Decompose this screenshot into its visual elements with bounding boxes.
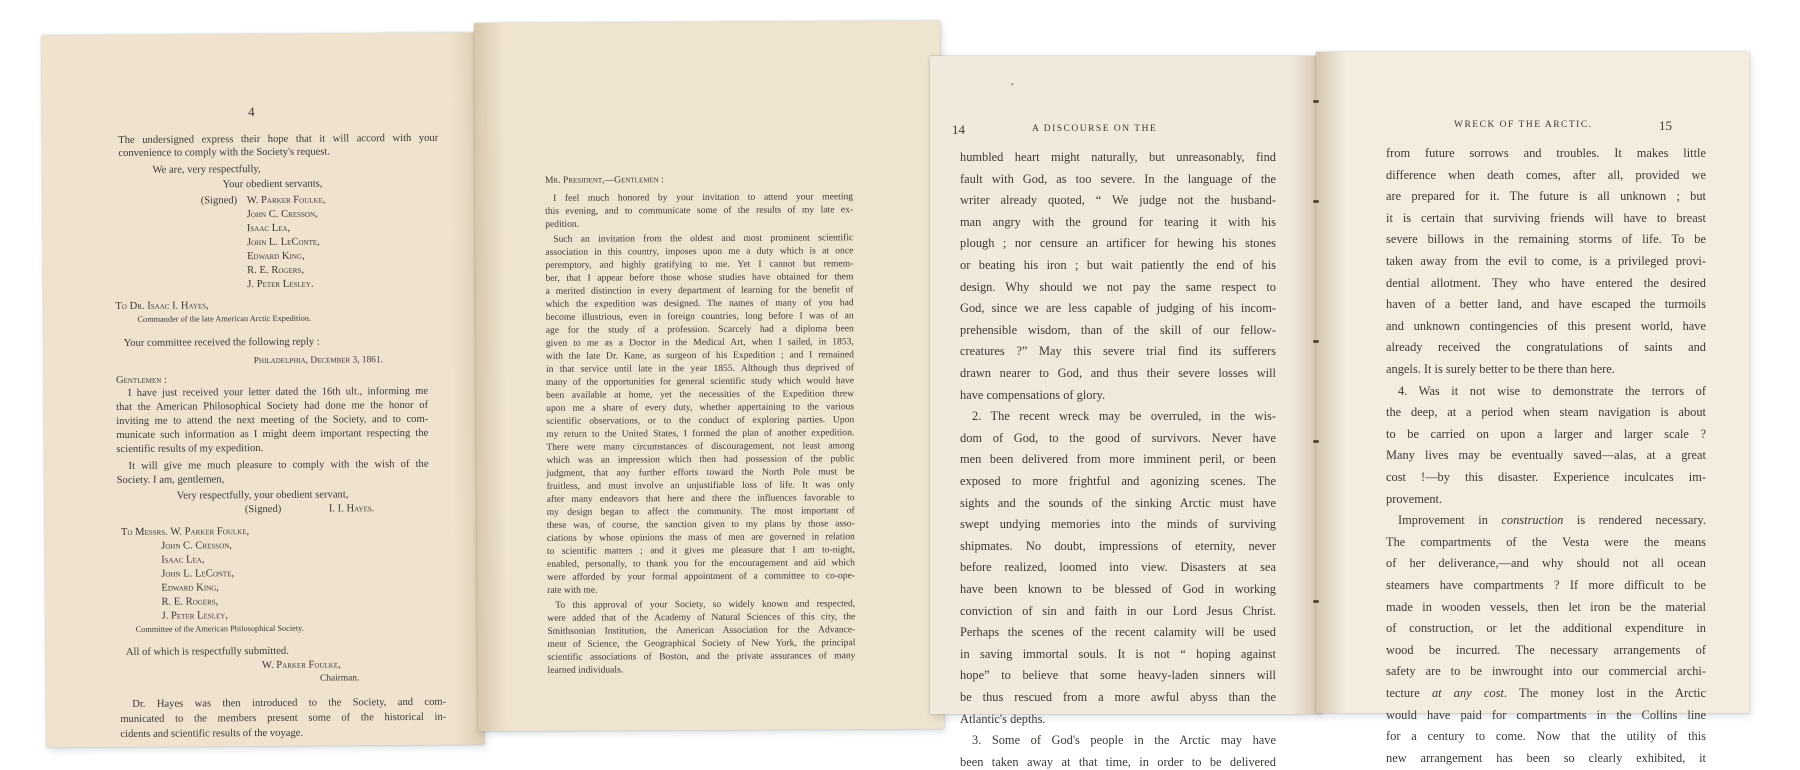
text-line: R. E. Rogers, <box>247 264 304 277</box>
text-line: J. Peter Lesley, <box>161 610 228 622</box>
text-line: my return to the United States, I formed the plan of another expedition. <box>546 427 855 440</box>
text-line: To this approval of your Society, so widely known and respected, <box>555 598 856 611</box>
text-line: these was, of course, the sanction given to my plans by those asso- <box>546 518 855 531</box>
text-line: peremptory, and highly gratifying to me. Yet I cannot but remem- <box>545 258 854 271</box>
text-line: provement. <box>1386 491 1443 506</box>
text-line: Smithsonian Institution, the American Association for the Advance- <box>547 624 856 637</box>
text-line: judgment, that any further efforts toward the North Pole must be <box>546 466 855 479</box>
pamphlet-page-4 <box>42 32 485 747</box>
text-line: Edward King, <box>161 582 219 594</box>
text-line: have been known to be blessed of God in working <box>960 582 1276 596</box>
text-line: R. E. Rogers, <box>161 596 219 608</box>
text-line: We are, very respectfully, <box>152 164 261 176</box>
stitch-hole <box>1313 100 1319 103</box>
text-line: my design began to affect the community. The most important of <box>546 505 855 518</box>
emphasis: at any cost <box>1431 686 1504 700</box>
text-line: already received the congratulations of saints and <box>1386 340 1706 355</box>
text-line: pedition. <box>545 218 580 230</box>
text-line: Perhaps the scenes of the recent calamity will be used <box>960 625 1276 640</box>
text-line: men been delivered from more imminent peril, or been <box>960 452 1276 467</box>
text-line: municate such information as I might deem important respecting the <box>116 427 429 442</box>
text-line: association in this country, imposes upon me a duty which is at once <box>545 245 854 258</box>
text-line: scientific associations of Boston, and the private assurances of many <box>547 650 856 663</box>
text-line: creatures ?” May this severe trial find its sufferers <box>960 344 1276 359</box>
text-line: John L. LeConte, <box>246 236 320 249</box>
text-line: rate with me. <box>547 584 598 596</box>
text-line: ciations by whose opinions the mass of men are governed in relation <box>546 531 855 544</box>
text-line: I. I. Hayes. <box>328 503 375 515</box>
text-line: fault with God, as too severe. In the language of the <box>960 171 1276 186</box>
text-line: sights and the sounds of the sinking Arctic must have <box>960 495 1276 510</box>
text-line: be thus rescued from a more awful abyss than the <box>960 690 1276 704</box>
text-line: which was an impression which then had possession of the public <box>546 453 855 466</box>
text-line: prehensible wisdom, than of the skill of our fellow- <box>960 322 1276 337</box>
address-text <box>474 21 940 676</box>
text-line: Atlantic's depths. <box>960 711 1046 726</box>
page-number: 4 <box>248 104 255 120</box>
text-line: John C. Cresson, <box>246 208 318 221</box>
text-line: ment of Science, the Geographical Society of New York, the principal <box>547 637 856 650</box>
text-line: It will give me much pleasure to comply with the wish of the <box>128 458 429 472</box>
text-line: enabled, personally, to thank you for the encouragement and aid which <box>546 557 856 570</box>
text-line: scientific results of my expedition. <box>116 443 264 456</box>
booklet-page-15 <box>1316 52 1749 765</box>
text-line: conviction of sin and faith in our Lord Jesus Christ. <box>960 603 1276 618</box>
running-head: WRECK OF THE ARCTIC. <box>1454 120 1593 130</box>
text-line: would have paid for compartments in the Collins line <box>1386 707 1706 722</box>
text-line: cost !—by this disaster. Experience inculcates im- <box>1386 470 1706 484</box>
text-line: J. Peter Lesley. <box>247 278 314 291</box>
text-line: tecture at any cost. The money lost in the Arctic <box>1386 686 1707 700</box>
stitch-hole <box>1313 340 1319 343</box>
stitch-hole <box>1313 200 1319 203</box>
text-line: W. Parker Foulke, <box>261 659 341 672</box>
page-number: 14 <box>952 122 965 137</box>
text-line: to scientific matters ; and it gives me pleasure that I am to-night, <box>546 544 855 557</box>
stitch-hole <box>1313 440 1319 443</box>
text-line: Improvement in construction is rendered necessary. <box>1398 513 1706 528</box>
text-line: that the American Philosophical Society had done me the honor of <box>116 399 429 414</box>
text-line: Your committee received the following reply : <box>123 336 320 349</box>
text-line: of construction, or let the additional expenditure in <box>1386 621 1706 636</box>
text-line: the deep, at a period when steam navigation is about <box>1386 405 1706 420</box>
text-line: inviting me to attend the next meeting of the Society, and to com- <box>116 413 429 428</box>
text-line: plough ; nor censure an artificer for hewing his stones <box>960 236 1276 251</box>
text-line: dential allotment. They who have entered the desired <box>1386 275 1706 290</box>
text-line: age for the study of a profession. Scarcely had a diploma been <box>545 323 854 336</box>
booklet-page-14 <box>930 56 1322 769</box>
text-line: man angry with the ground for tearing it with his <box>960 214 1276 229</box>
text-line: scientific observations, or to the conduct of exploring parties. Upon <box>546 414 855 427</box>
text-line: 4. Was it not wise to demonstrate the terrors of <box>1398 383 1706 398</box>
text-line: There were many circumstances of discouragement, not least among <box>546 440 855 453</box>
page-number: 15 <box>1659 118 1672 133</box>
text-line: Your obedient servants, <box>222 178 323 191</box>
page-4-text <box>42 32 480 741</box>
text-line: before realized, loomed into view. Disasters at sea <box>960 560 1276 575</box>
text-line: design. Why should we not pay the same respect to <box>960 279 1276 294</box>
text-line: or beating his iron ; but wait patiently the end of his <box>960 258 1276 272</box>
text-line: John C. Cresson, <box>161 540 232 552</box>
text-line: haven of a better land, and have escaped the turmoils <box>1386 297 1706 312</box>
text-line: W. Parker Foulke, <box>246 194 326 207</box>
text-line: To Messrs. W. Parker Foulke, <box>120 526 250 538</box>
text-line: made in wooden vessels, then let iron be the material <box>1386 599 1706 614</box>
text-line: humbled heart might naturally, but unreasonably, find <box>960 150 1276 164</box>
text-line: learned individuals. <box>547 664 624 676</box>
text-line: in saving immortal souls. It is not “ hoping against <box>960 646 1276 661</box>
text-line: new arrangement has been so clearly exhibited, it <box>1386 750 1706 765</box>
text-line: with the late Dr. Kane, as surgeon of his Expedition ; and I remained <box>545 349 854 362</box>
text-line: Edward King, <box>247 250 305 263</box>
text-line: drawn nearer to God, and thus their severe losses will <box>960 366 1276 380</box>
text-line: I have just received your letter dated the 16th ult., informing me <box>127 385 429 399</box>
text-line: steamers have compartments ? If more difficult to be <box>1386 578 1706 592</box>
text-line: many of the opportunities for general scientific study which would have <box>546 375 855 388</box>
running-head: A DISCOURSE ON THE <box>1032 124 1158 134</box>
ink-speck: · <box>1010 78 1015 93</box>
text-line: from future sorrows and troubles. It makes little <box>1386 146 1706 160</box>
text-line: ber, that I appear before those whose studies have obtained for them <box>545 271 854 284</box>
text-line: (Signed) <box>244 503 282 516</box>
text-line: angels. It is surely better to be there than here. <box>1386 362 1615 376</box>
page-gutter-shadow <box>474 23 508 731</box>
text-line: Mr. President,—Gentlemen : <box>544 174 664 186</box>
text-line: (Signed) <box>200 195 238 207</box>
text-line: Philadelphia, December 3, 1861. <box>253 355 384 367</box>
text-line: Isaac Lea, <box>161 554 205 566</box>
text-line: To Dr. Isaac I. Hayes, <box>115 300 209 313</box>
text-line: difference when death comes, after all, provided we <box>1386 167 1706 182</box>
text-line: taken away from the evil to come, is a privileged provi- <box>1386 254 1706 268</box>
text-line: Committee of the American Philosophical Society. <box>135 623 304 634</box>
text-line: after many endeavors that here and there the influences favorable to <box>546 492 855 505</box>
text-line: which the expedition was designed. The names of many of you had <box>545 297 854 310</box>
text-line: Dr. Hayes was then introduced to the Society, and com- <box>132 696 447 710</box>
text-line: severe billows in the remaining storms of life. To be <box>1386 232 1706 247</box>
text-line: of her deliverance,—and why should not all ocean <box>1386 556 1706 571</box>
text-line: writer already quoted, “ We judge not the husband- <box>960 193 1276 208</box>
text-line: Many lives may be eventually saved—alas, at a great <box>1386 448 1706 463</box>
text-line: given to me as a Doctor in the Medical Art, when I sailed, in 1853, <box>545 336 854 349</box>
text-line: I feel much honored by your invitation to attend your meeting <box>553 191 854 204</box>
text-line: The undersigned express their hope that it will accord with your <box>118 132 439 147</box>
text-line: in that service until late in the year 1855. Although thus deprived of <box>545 362 854 375</box>
text-line: shipmates. No doubt, impressions of eternity, never <box>960 538 1276 553</box>
text-line: hope” to believe that some heavy-laden sinners will <box>960 668 1276 683</box>
text-line: safety are to be inwrought into our commercial archi- <box>1386 664 1706 679</box>
text-line: wood be incurred. The necessary arrangements of <box>1386 642 1706 657</box>
text-line: Isaac Lea, <box>246 222 291 235</box>
text-line: are prepared for it. The future is all unknown ; but <box>1386 189 1706 204</box>
text-line: All of which is respectfully submitted. <box>125 645 289 658</box>
text-line: Commander of the late American Arctic Expedition. <box>137 313 312 324</box>
text-line: upon me a share of every duty, whether appertaining to the various <box>546 401 855 414</box>
text-line: exposed to more frightful and agonizing scenes. The <box>960 474 1276 488</box>
text-line: and unknown contingencies of this present world, have <box>1386 318 1706 333</box>
stitch-hole <box>1313 600 1319 603</box>
text-line: convenience to comply with the Society's request. <box>118 146 331 160</box>
text-line: swept undying memories into the minds of surviving <box>960 517 1276 532</box>
text-line: God, since we are less capable of judging of his incom- <box>960 301 1276 316</box>
text-line: Very respectfully, your obedient servant, <box>176 489 349 502</box>
text-line: The compartments of the Vesta were the means <box>1386 534 1706 549</box>
text-line: were added that of the Academy of Natural Sciences of this city, the <box>547 611 856 624</box>
text-line: municated to the members present some of the historical in- <box>120 711 447 726</box>
text-line: have compensations of glory. <box>960 387 1106 402</box>
text-line: 3. Some of God's people in the Arctic may have <box>972 733 1276 748</box>
pamphlet-page-address <box>474 21 944 731</box>
emphasis: construction <box>1501 513 1564 528</box>
text-line: been available at home, yet the necessities of the Expedition threw <box>546 388 855 401</box>
text-line: fruitless, and must involve an unjustifiable loss of life. It was only <box>546 479 855 492</box>
text-line: cidents and scientific results of the voyage. <box>120 727 304 741</box>
text-line: been taken away at that time, in order to be delivered <box>960 754 1276 769</box>
text-line: for a century to come. Now that the utility of this <box>1386 729 1706 744</box>
text-line: 2. The recent wreck may be overruled, in the wis- <box>972 409 1276 424</box>
text-line: Such an invitation from the oldest and most prominent scientific <box>553 232 854 245</box>
text-line: a merited distinction in every department of learning for the benefit of <box>545 284 854 297</box>
text-line: Chairman. <box>319 673 360 684</box>
text-line: dom of God, to the good of survivors. Never have <box>960 430 1276 445</box>
text-line: Society. I am, gentlemen, <box>116 474 225 487</box>
text-line: John L. LeConte, <box>161 568 235 580</box>
text-line: this evening, and to communicate some of the results of my late ex- <box>545 204 854 217</box>
text-line: were afforded by your formal appointment of a committee to co-ope- <box>547 570 856 583</box>
page-gutter-shadow <box>1316 52 1346 713</box>
text-line: to be carried on upon a larger and larger scale ? <box>1386 426 1706 441</box>
text-line: it is certain that surviving friends will have to breast <box>1386 210 1706 225</box>
text-line: Gentlemen : <box>115 374 167 387</box>
text-line: become illustrious, even in foreign countries, long before I was of an <box>545 310 854 323</box>
